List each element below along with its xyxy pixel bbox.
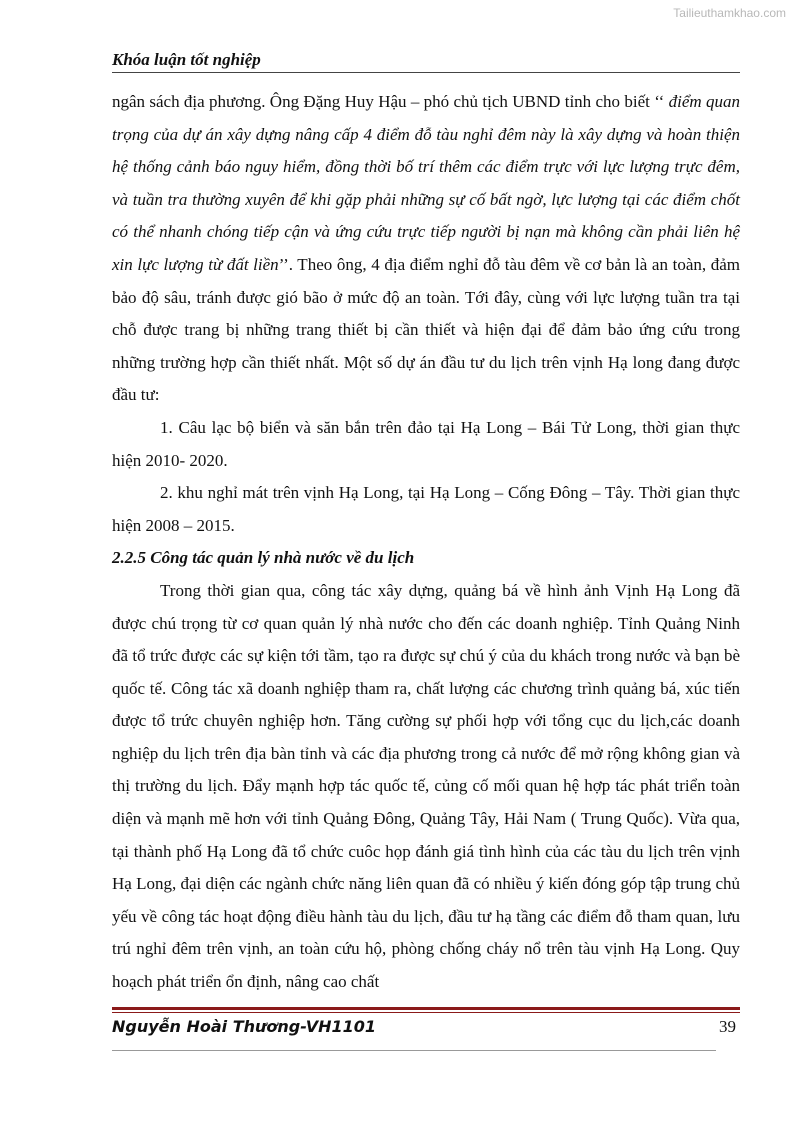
paragraph-management: Trong thời gian qua, công tác xây dựng, quảng bá về hình ảnh Vịnh Hạ Long đã được chú trọng từ cơ quan quản lý nhà nước cho đến các doanh nghiệp. Tỉnh Quảng Ninh đã tổ trức được các sự kiện tới tầm, tạo ra được sự chú ý của du khách trong nước và bạn bè quốc tế. Công tác xã doanh nghiệp tham ra, chất lượng các chương trình quảng bá, xúc tiến được tổ trức chuyên nghiệp hơn. Tăng cường sự phối hợp với tổng cục du lịch,các doanh nghiệp du lịch trên địa bàn tỉnh và các địa phương trong cả nước để mở rộng không gian và thị trường du lịch. Đẩy mạnh hợp tác quốc tế, củng cố mối quan hệ hợp tác phát triển toàn diện và mạnh mẽ hơn với tỉnh Quảng Đông, Quảng Tây, Hải Nam ( Trung Quốc). Vừa qua, tại thành phố Hạ Long đã tổ chức cuôc họp đánh giá tình hình của các tàu du lịch trên vịnh Hạ Long, đại diện các ngành chức năng liên quan đã có nhiều ý kiến đóng góp tập trung chủ yếu về công tác hoạt động điều hành tàu du lịch, đầu tư hạ tầng các điểm đỗ tham quan, lưu trú nghỉ đêm trên vịnh, an toàn cứu hộ, phòng chống cháy nổ trên tàu vịnh Hạ Long. Quy hoạch phát triển ổn định, nâng cao chất: [112, 580, 740, 992]
paragraph-intro-start: ngân sách địa phương. Ông Đặng Huy Hậu – phó chủ tịch UBND tỉnh cho biết ‘‘: [112, 92, 669, 111]
footer-divider-thick: [112, 1007, 740, 1010]
section-heading: 2.2.5 Công tác quản lý nhà nước về du lịch: [112, 548, 415, 568]
page-number: 39: [719, 1017, 736, 1036]
list-item-2: 2. khu nghỉ mát trên vịnh Hạ Long, tại Hạ Long – Cống Đông – Tây. Thời gian thực hiện 2008 – 2015.: [112, 483, 740, 535]
paragraph-intro-end: ’’. Theo ông, 4 địa điểm nghỉ đỗ tàu đêm về cơ bản là an toàn, đảm bảo độ sâu, tránh được gió bão ở mức độ an toàn. Tới đây, cùng với lực lượng tuần tra tại chỗ được trang bị những trang thiết bị cần thiết và hiện đại để đảm bảo ứng cứu trong những trường hợp cần thiết nhất. Một số dự án đầu tư du lịch trên vịnh Hạ long đang được đầu tư:: [112, 254, 740, 405]
list-item-1: 1. Câu lạc bộ biển và săn bắn trên đảo tại Hạ Long – Bái Tử Long, thời gian thực hiện 2010- 2020.: [112, 417, 740, 470]
footer-divider-thin: [112, 1012, 740, 1013]
header-divider: [112, 72, 740, 73]
footer-author: Nguyễn Hoài Thương-VH1101: [112, 1017, 377, 1036]
page-header-title: Khóa luận tốt nghiệp: [112, 50, 261, 69]
paragraph-intro-quote: điểm quan trọng của dự án xây dựng nâng cấp 4 điểm đỗ tàu nghỉ đêm này là xây dựng và hoàn thiện hệ thống cảnh báo nguy hiểm, đồng thời bố trí thêm các điểm trực với lực lượng trực đêm, và tuần tra thường xuyên để khi gặp phải những sự cố bất ngờ, lực lượng tại các điểm chốt có thể nhanh chóng tiếp cận và ứng cứu trực tiếp người bị nạn mà không cần phải liên hệ xin lực lượng từ đất liền: [112, 92, 740, 274]
paragraph-intro: [112, 86, 740, 412]
watermark: Tailieuthamkhao.com: [673, 6, 786, 20]
footer-bottom-rule: [112, 1050, 716, 1051]
document-body: [112, 86, 740, 999]
